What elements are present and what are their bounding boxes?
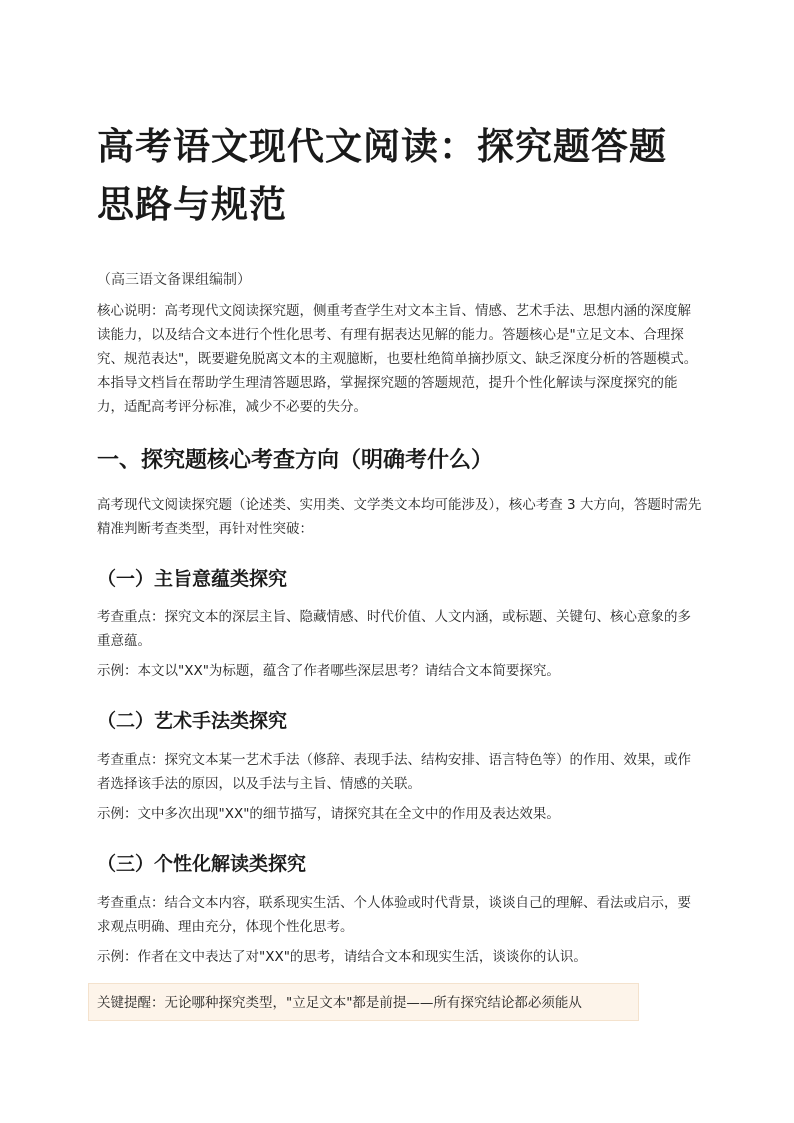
document-title: 高考语文现代文阅读：探究题答题思路与规范 bbox=[97, 125, 667, 226]
key-reminder-callout: 关键提醒：无论哪种探究类型，"立足文本"都是前提——所有探究结论都必须能从 bbox=[88, 983, 639, 1021]
section-1-intro: 高考现代文阅读探究题（论述类、实用类、文学类文本均可能涉及），核心考查 3 大方向，答题时需先精准判断考查类型，再针对性突破： bbox=[97, 497, 702, 537]
subsection-3-focus: 考查重点：结合文本内容，联系现实生活、个人体验或时代背景，谈谈自己的理解、看法或启示，要求观点明确、理由充分，体现个性化思考。 bbox=[97, 895, 691, 935]
subsection-3-example: 示例：作者在文中表达了对"XX"的思考，请结合文本和现实生活，谈谈你的认识。 bbox=[97, 949, 587, 965]
subsection-2-focus: 考查重点：探究文本某一艺术手法（修辞、表现手法、结构安排、语言特色等）的作用、效果，或作者选择该手法的原因，以及手法与主旨、情感的关联。 bbox=[97, 752, 691, 792]
subsection-1-example: 示例：本文以"XX"为标题，蕴含了作者哪些深层思考？请结合文本简要探究。 bbox=[97, 663, 560, 679]
author-note: （高三语文备课组编制） bbox=[97, 272, 251, 288]
subsection-2-heading: （二）艺术手法类探究 bbox=[97, 710, 288, 732]
subsection-1-heading: （一）主旨意蕴类探究 bbox=[97, 568, 288, 590]
subsection-3-heading: （三）个性化解读类探究 bbox=[97, 853, 307, 875]
core-note-paragraph: 核心说明：高考现代文阅读探究题，侧重考查学生对文本主旨、情感、艺术手法、思想内涵的深度解读能力，以及结合文本进行个性化思考、有理有据表达见解的能力。答题核心是"立足文本、合理探究、规范表达"，既要避免脱离文本的主观臆断，也要杜绝简单摘抄原文、缺乏深度分析的答题模式。本指导文档旨在帮助学生理清答题思路，掌握探究题的答题规范，提升个性化解读与深度探究的能力，适配高考评分标准，减少不必要的失分。 bbox=[97, 303, 698, 415]
section-1-heading: 一、探究题核心考查方向（明确考什么） bbox=[97, 448, 494, 473]
subsection-2-example: 示例：文中多次出现"XX"的细节描写，请探究其在全文中的作用及表达效果。 bbox=[97, 806, 560, 822]
subsection-1-focus: 考查重点：探究文本的深层主旨、隐藏情感、时代价值、人文内涵，或标题、关键句、核心意象的多重意蕴。 bbox=[97, 609, 691, 649]
